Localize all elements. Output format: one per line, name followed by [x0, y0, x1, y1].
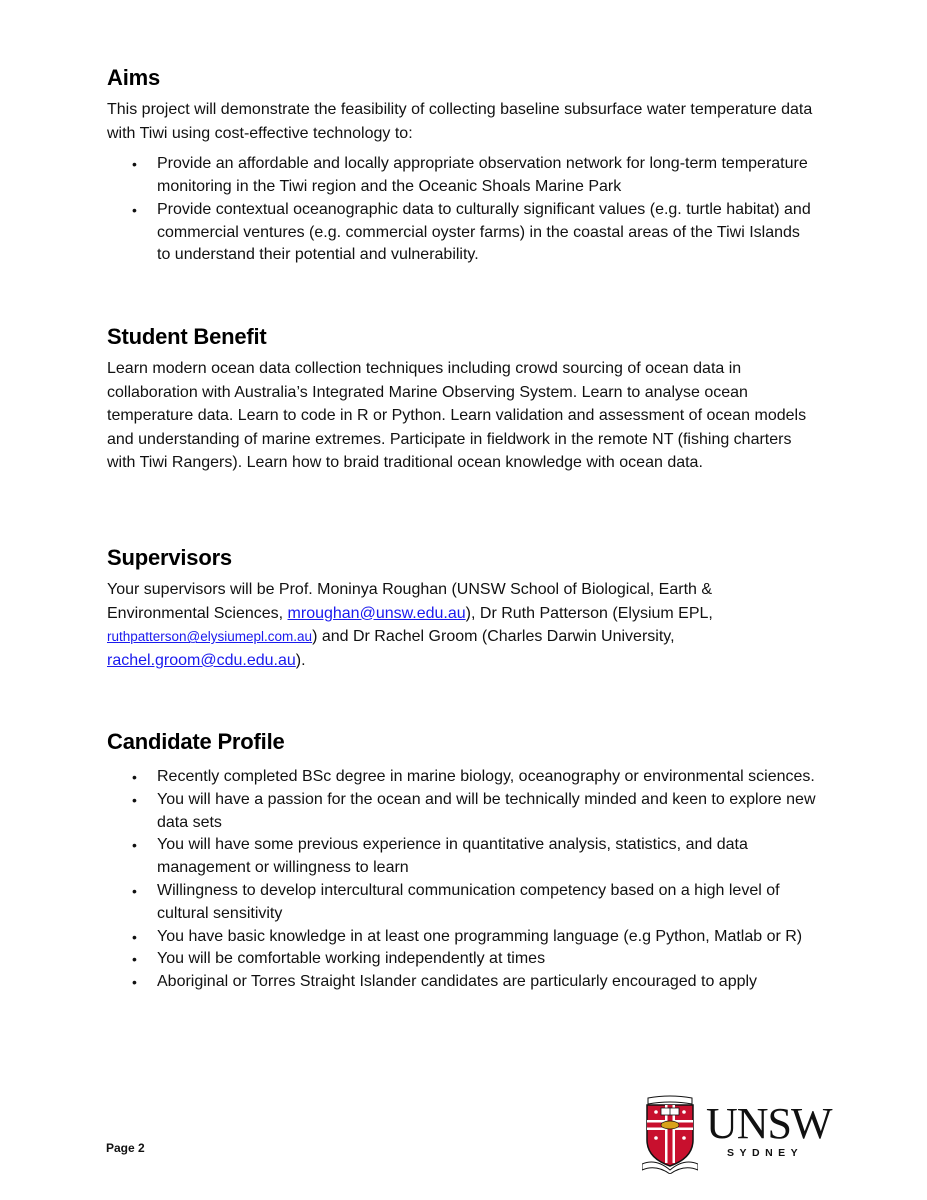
logo-wordmark: UNSW — [706, 1099, 832, 1148]
bullet-icon: • — [132, 974, 137, 991]
candidate-profile-heading: Candidate Profile — [107, 729, 285, 754]
unsw-crest-icon — [642, 1094, 698, 1174]
list-item: • Provide an affordable and locally appropriate observation network for long-term temperature monitoring in the Tiwi region and the Oceanic Shoals Marine Park — [132, 155, 808, 195]
supervisors-heading: Supervisors — [107, 545, 232, 570]
bullet-icon: • — [132, 156, 137, 173]
bullet-icon: • — [132, 882, 137, 899]
list-item: • You will have some previous experience in quantitative analysis, statistics, and data management or willingness to learn — [132, 836, 748, 877]
bullet-icon: • — [132, 201, 137, 218]
list-item: • Willingness to develop intercultural communication competency based on a high level of cultural sensitivity — [132, 881, 780, 922]
bullet-icon: • — [132, 928, 137, 945]
aims-section — [107, 64, 817, 267]
list-item: • Recently completed BSc degree in marine biology, oceanography or environmental sciences. — [107, 766, 817, 789]
email-link-patterson[interactable]: ruthpatterson@elysiumepl.com.au — [107, 629, 313, 645]
list-item: • You will be comfortable working independently at times — [107, 948, 817, 971]
supervisors-text: Your supervisors will be Prof. Moninya Roughan (UNSW School of Biological, Earth & Environmental Sciences, mroughan@unsw.edu.au), Dr Ruth Patterson (Elysium EPL, ruthpatterson@elysiumepl.com.au) and Dr Rachel Groom (Charles Darwin University, rachel.groom@cdu.edu.au). — [107, 581, 713, 669]
supervisors-section — [107, 544, 817, 672]
email-link-groom[interactable]: rachel.groom@cdu.edu.au — [107, 651, 296, 669]
aims-heading: Aims — [107, 65, 160, 90]
email-link-roughan[interactable]: mroughan@unsw.edu.au — [287, 604, 466, 622]
list-item: • Aboriginal or Torres Straight Islander candidates are particularly encouraged to apply — [107, 971, 817, 994]
student-benefit-text: Learn modern ocean data collection techniques including crowd sourcing of ocean data in collaboration with Australia’s Integrated Marine Observing System. Learn to analyse ocean temperature data. Learn to code in R or Python. Learn validation and assessment of ocean models and understanding of marine extremes. Participate in fieldwork in the remote NT (fishing charters with Tiwi Rangers). Learn how to braid traditional ocean knowledge with ocean data. — [107, 360, 807, 472]
aims-intro: This project will demonstrate the feasibility of collecting baseline subsurface water temperature data with Tiwi using cost-effective technology to: — [107, 101, 813, 142]
list-item: • You have basic knowledge in at least one programming language (e.g Python, Matlab or R) — [107, 926, 817, 949]
aims-list — [107, 153, 817, 267]
student-benefit-heading: Student Benefit — [107, 324, 267, 349]
candidate-profile-section — [107, 728, 817, 994]
list-item: • Provide contextual oceanographic data to culturally significant values (e.g. turtle habitat) and commercial ventures (e.g. commercial oyster farms) in the coastal areas of the Tiwi Islands to understand their potential and vulnerability. — [132, 200, 811, 264]
list-item: • You will have a passion for the ocean and will be technically minded and keen to explore new data sets — [132, 790, 816, 831]
student-benefit-section — [107, 323, 817, 475]
bullet-icon: • — [132, 769, 137, 785]
logo-subtitle: SYDNEY — [727, 1147, 804, 1159]
unsw-logo — [642, 1094, 832, 1174]
candidate-profile-list — [107, 766, 817, 994]
bullet-icon: • — [132, 791, 137, 808]
page-number: Page 2 — [106, 1141, 145, 1155]
bullet-icon: • — [132, 951, 137, 968]
bullet-icon: • — [132, 837, 137, 854]
